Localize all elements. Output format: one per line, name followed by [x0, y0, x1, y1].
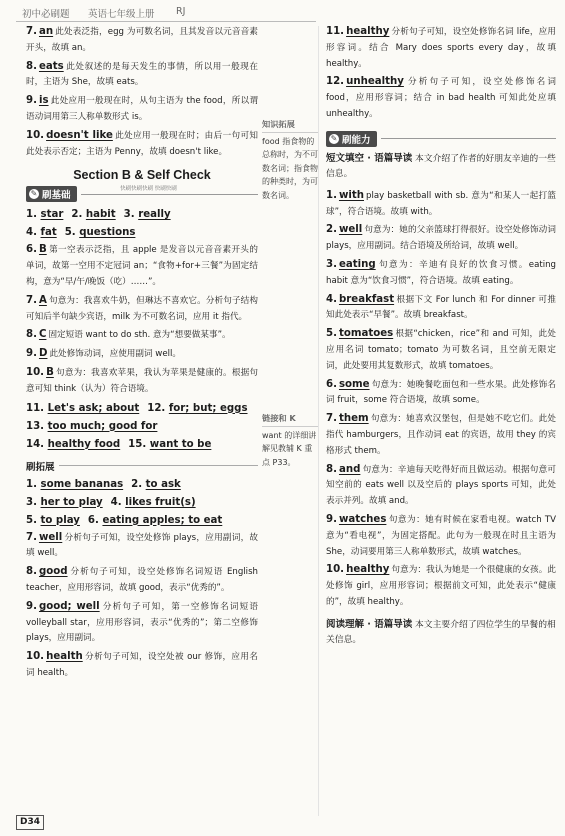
answer-item — [26, 128, 258, 161]
reading-intro — [326, 617, 556, 648]
item-answer: an — [38, 26, 54, 37]
item-answer: healthy food — [47, 438, 121, 450]
tag-line — [381, 138, 556, 139]
item-explanation: 句意为：她有时候在家看电视。watch TV 意为“看电视”，为固定搭配。此句为一般现在时且主语为 She，动词要用第三人称单数形式，故填 watches。 — [326, 514, 556, 557]
brush-icon: ✎ — [30, 189, 38, 199]
item-explanation: 分析句子可知，第一空修饰名词短语 volleyball star，应用形容词，表示“优秀的”；第二空修饰 plays，应用副词。 — [26, 601, 258, 644]
item-explanation: 根据下文 For lunch 和 For dinner 可推知此处表示“早餐”。故填 breakfast。 — [326, 294, 556, 321]
item-number: 5. — [26, 514, 37, 526]
item-number: 4. — [26, 227, 37, 239]
edition: RJ — [176, 6, 186, 17]
ability-tag-bar — [326, 131, 556, 147]
basic-tag — [26, 186, 77, 202]
answer-item — [26, 649, 258, 682]
item-answer: watches — [338, 513, 387, 525]
tag-line — [59, 465, 258, 466]
answer-item — [26, 293, 258, 326]
right-column — [326, 24, 556, 648]
item-explanation: 此处修饰动词，应使用副词 well。 — [49, 349, 181, 360]
item-number: 7. — [26, 294, 37, 306]
item-answer: B — [38, 244, 47, 256]
answer-item — [326, 462, 556, 510]
item-explanation: 句意为：她喜欢汉堡包，但是她不吃它们。此处指代 hamburgers，且作动词 eat 的宾语，故用 they 的宾格形式 them。 — [326, 414, 556, 456]
item-answer: doesn't like — [46, 129, 113, 141]
side-note-body: want 的详细讲解见教辅 K 重点 P33。 — [262, 430, 317, 467]
answer-item — [326, 562, 556, 610]
basic-tag-label: 刷基础 — [42, 190, 71, 202]
item-number: 4. — [326, 293, 337, 305]
item-number: 9. — [26, 95, 37, 107]
expand-items — [26, 530, 258, 682]
intro-text: 本文介绍了作者的好朋友辛迪的一些信息。 — [326, 153, 556, 179]
expand-grid — [26, 476, 258, 529]
item-explanation: 句意为：辛迪每天吃得好而且做运动。根据句意可知空前的 eats well 以及空后的 plays sports 可知，此处表示并列。故填 and。 — [326, 464, 556, 507]
item-explanation: 分析句子可知，设空处被 our 修饰，应用名词 health。 — [26, 652, 258, 678]
item-explanation: 句意为：我认为她是一个很健康的女孩。此处修饰 girl，应用形容词；根据前文可知，此处表示“健康的”，故填 healthy。 — [326, 565, 556, 607]
item-number: 12. — [326, 76, 345, 88]
item-explanation: 此处应用一般现在时，从句主语为 the food，所以谓语动词用第三人称单数形式 is。 — [26, 96, 258, 122]
side-note-knowledge — [262, 118, 318, 202]
answer-item — [326, 74, 556, 122]
answer-item — [326, 257, 556, 290]
tiny-stamp-note: 快刷快刷快刷 快刷快刷 — [120, 186, 177, 192]
item-number: 6. — [87, 514, 99, 526]
item-number: 10. — [26, 366, 45, 378]
passage-intro — [326, 151, 556, 182]
side-note-link — [262, 412, 318, 469]
item-explanation: 句意为：她晚餐吃面包和一些水果。此处修饰名词 fruit，some 符合语境，故填 some。 — [326, 379, 556, 406]
answer-row — [26, 206, 258, 223]
item-explanation: 分析句子可知，设空处修饰名词 food，应用形容词；结合 in bad health 可知此处应填 unhealthy。 — [326, 77, 556, 119]
item-explanation: 句意为：我喜欢牛奶，但琳达不喜欢它。分析句子结构可知后半句缺少宾语，milk 为不可数名词，应用 it 指代。 — [26, 295, 258, 322]
answer-item — [26, 564, 258, 597]
item-answer: and — [338, 463, 361, 475]
item-number: 10. — [26, 651, 45, 663]
answer-item — [326, 222, 556, 255]
expand-tag-label: 刷拓展 — [26, 461, 55, 473]
item-answer: is — [38, 95, 49, 107]
basic-grid-1 — [26, 206, 258, 241]
item-answer: them — [338, 413, 369, 425]
item-explanation: 句意为：辛迪有良好的饮食习惯。eating habit 意为“饮食习惯”，符合语境。故填 eating。 — [326, 259, 556, 286]
item-answer: good; well — [38, 600, 100, 612]
item-answer: really — [138, 209, 171, 221]
answer-item — [326, 377, 556, 410]
item-number: 2. — [71, 209, 83, 221]
item-number: 10. — [26, 129, 45, 141]
item-explanation: 此处叙述的是每天发生的事情，所以用一般现在时，主语为 She，故填 eats。 — [26, 61, 258, 88]
reading-text: 本文主要介绍了四位学生的早餐的相关信息。 — [326, 619, 556, 645]
item-number: 7. — [26, 531, 37, 543]
item-number: 8. — [26, 60, 37, 72]
item-number: 12. — [147, 402, 166, 414]
left-top-items — [26, 24, 258, 160]
page-header — [0, 0, 565, 22]
answer-row — [26, 418, 258, 435]
reading-label: 阅读理解 · 语篇导读 — [326, 618, 413, 630]
item-answer: her to play — [40, 496, 103, 508]
item-number: 9. — [326, 513, 337, 525]
item-number: 8. — [26, 329, 37, 341]
item-answer: questions — [79, 227, 136, 239]
item-number: 13. — [26, 420, 45, 432]
item-explanation: 分析句子可知，设空处修饰名词 life，应用形容词。结合 Mary does sports every day，故填 healthy。 — [326, 27, 556, 69]
item-explanation: 此处应用一般现在时；由后一句可知此处表示否定；主语为 Penny，故填 doesn't like。 — [26, 130, 258, 157]
item-answer: fat — [40, 227, 57, 239]
side-note-body: food 指食物的总称时，为不可数名词；指食物的种类时，为可数名词。 — [262, 136, 318, 200]
item-number: 4. — [110, 496, 122, 508]
item-explanation: 此处表泛指，egg 为可数名词，且其发音以元音音素开头，故填 an。 — [26, 27, 258, 53]
answer-item — [26, 365, 258, 398]
item-explanation: 第一空表示泛指，且 apple 是发音以元音音素开头的单词，故第一空用不定冠词 an；“食物+for+三餐”为固定结构，意为“早/午/晚饭（吃）……”。 — [26, 245, 258, 287]
item-number: 5. — [326, 328, 337, 340]
item-answer: B — [46, 366, 54, 378]
basic-items — [26, 242, 258, 397]
item-answer: well — [38, 531, 63, 543]
ability-items — [326, 188, 556, 611]
item-answer: too much; good for — [47, 420, 158, 432]
answer-item — [26, 59, 258, 92]
item-number: 9. — [26, 348, 37, 360]
item-answer: Let's ask; about — [47, 402, 140, 414]
side-note-title: 知识拓展 — [262, 118, 318, 133]
item-explanation: 分析句子可知，设空处修饰 plays，应用副词，故填 well。 — [26, 532, 258, 559]
subject-title: 英语七年级上册 — [88, 9, 155, 20]
item-answer: habit — [85, 209, 116, 221]
item-answer: eating — [338, 258, 376, 270]
item-answer: good — [38, 566, 68, 578]
answer-item — [326, 512, 556, 560]
book-title: 初中必刷题 — [22, 9, 70, 20]
side-note-title: 链接和 K — [262, 412, 318, 427]
answer-item — [326, 24, 556, 72]
item-number: 3. — [123, 209, 135, 221]
item-number: 2. — [131, 478, 143, 490]
answer-item — [326, 188, 556, 221]
item-number: 10. — [326, 564, 345, 576]
intro-label: 短文填空 · 语篇导读 — [326, 152, 413, 164]
item-number: 3. — [326, 258, 337, 270]
item-answer: A — [38, 294, 47, 306]
item-answer: some — [338, 378, 370, 390]
basic-grid-2 — [26, 400, 258, 453]
answer-row — [26, 494, 258, 511]
answer-item — [26, 599, 258, 647]
item-number: 9. — [26, 600, 37, 612]
item-answer: well — [338, 224, 363, 236]
answer-item — [26, 242, 258, 290]
answer-item — [326, 411, 556, 459]
item-explanation: 固定短语 want to do sth. 意为“想要做某事”。 — [48, 330, 231, 341]
answer-row — [26, 476, 258, 493]
header-rule — [16, 21, 316, 22]
item-answer: with — [338, 189, 364, 201]
section-title: Section B & Self Check — [73, 168, 211, 183]
column-divider — [318, 26, 319, 816]
expand-head — [26, 459, 258, 473]
item-number: 7. — [326, 413, 337, 425]
item-number: 1. — [326, 189, 337, 201]
answer-item — [26, 346, 258, 363]
item-number: 15. — [128, 438, 147, 450]
answer-item — [326, 326, 556, 374]
answer-item — [26, 327, 258, 344]
item-number: 6. — [326, 378, 337, 390]
item-answer: eating apples; to eat — [102, 514, 223, 526]
item-number: 1. — [26, 478, 37, 490]
item-answer: C — [38, 329, 47, 341]
ability-tag — [326, 131, 377, 147]
answer-item — [26, 93, 258, 126]
item-explanation: 分析句子可知，设空处修饰名词短语 English teacher，应用形容词，故填 good，表示“优秀的”。 — [26, 567, 258, 593]
answer-row — [26, 224, 258, 241]
answer-row — [26, 512, 258, 529]
item-answer: want to be — [149, 438, 212, 450]
item-answer: health — [46, 651, 83, 663]
item-answer: for; but; eggs — [168, 402, 248, 414]
left-column — [26, 24, 258, 684]
item-number: 8. — [26, 566, 37, 578]
item-answer: to ask — [145, 478, 181, 490]
right-top-items — [326, 24, 556, 123]
item-number: 6. — [26, 244, 37, 256]
item-answer: to play — [40, 514, 80, 526]
answer-item — [26, 24, 258, 57]
item-answer: breakfast — [338, 293, 395, 305]
ability-tag-label: 刷能力 — [342, 134, 371, 146]
item-answer: healthy — [346, 26, 390, 37]
item-number: 8. — [326, 463, 337, 475]
item-number: 11. — [326, 26, 345, 37]
item-answer: eats — [38, 60, 64, 72]
item-number: 1. — [26, 209, 37, 221]
item-number: 2. — [326, 224, 337, 236]
item-number: 14. — [26, 438, 45, 450]
brush-icon: ✎ — [330, 133, 338, 143]
answer-item — [326, 292, 556, 325]
item-number: 11. — [26, 402, 45, 414]
answer-row — [26, 436, 258, 453]
item-answer: likes fruit(s) — [125, 496, 196, 508]
item-answer: D — [38, 348, 48, 360]
item-number: 5. — [64, 227, 76, 239]
item-explanation: play basketball with sb. 意为“和某人一起打篮球”，符合语境。故填 with。 — [326, 190, 556, 217]
item-number: 3. — [26, 496, 37, 508]
item-explanation: 句意为：我喜欢苹果，我认为苹果是健康的。根据句意可知 think（认为）符合语境。 — [26, 367, 258, 394]
answer-item — [26, 530, 258, 563]
item-answer: star — [40, 209, 64, 221]
page-number: D34 — [16, 815, 44, 830]
answer-row — [26, 400, 258, 417]
item-explanation: 根据“chicken，rice”和 and 可知，此处应用名词 tomato；tomato 为可数名词，且空前无限定词，此处要用其复数形式，故填 tomatoes。 — [326, 329, 556, 371]
tag-line — [81, 194, 258, 195]
item-answer: unhealthy — [346, 76, 404, 88]
item-answer: some bananas — [40, 478, 124, 490]
item-answer: healthy — [346, 564, 390, 576]
item-explanation: 句意为：她的父亲篮球打得很好。设空处修饰动词 plays，应用副词。结合语境及所给词，故填 well。 — [326, 225, 556, 252]
item-number: 7. — [26, 26, 37, 37]
item-answer: tomatoes — [338, 328, 394, 340]
